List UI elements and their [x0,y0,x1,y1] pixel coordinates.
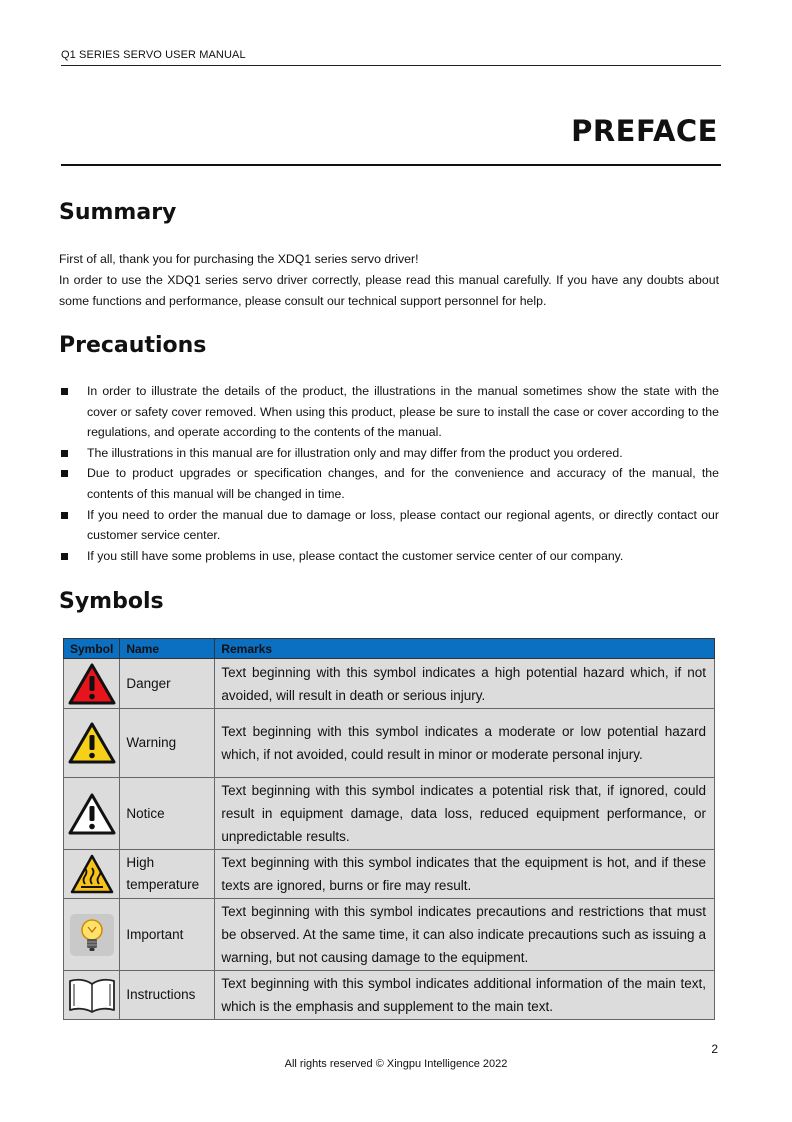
copyright-footer: All rights reserved © Xingpu Intelligence 2022 [284,1058,508,1070]
bullet-icon [61,388,68,395]
symbol-name: Notice [120,778,215,850]
column-header-remarks: Remarks [215,639,715,659]
column-header-symbol: Symbol [64,639,120,659]
symbol-cell [64,659,120,709]
page-title: PREFACE [571,114,718,148]
table-row [64,778,715,850]
symbol-name: Warning [120,709,215,778]
symbols-heading: Symbols [59,589,164,614]
table-row [64,709,715,778]
symbol-name: Danger [120,659,215,709]
summary-text [59,249,719,312]
symbol-cell [64,850,120,899]
symbol-name: High temperature [120,850,215,899]
table-row [64,850,715,899]
notice-icon [68,793,116,835]
summary-line-2: In order to use the XDQ1 series servo driver correctly, please read this manual carefully. If you have any doubts about some functions and performance, please consult our technical support personnel for help. [59,273,719,308]
table-row [64,971,715,1020]
symbol-cell [64,971,120,1020]
table-row [64,659,715,709]
summary-line-1: First of all, thank you for purchasing the XDQ1 series servo driver! [59,252,419,266]
table-row [64,899,715,971]
symbol-cell [64,899,120,971]
list-item: If you still have some problems in use, please contact the customer service center of our company. [59,546,719,567]
symbol-remark: Text beginning with this symbol indicates additional information of the main text, which is the emphasis and supplement to the main text. [215,971,715,1020]
running-header: Q1 SERIES SERVO USER MANUAL [61,49,246,61]
title-divider [61,164,721,166]
lightbulb-icon [69,913,115,957]
high-temperature-icon [70,854,114,894]
symbol-remark: Text beginning with this symbol indicates a moderate or low potential hazard which, if not avoided, could result in minor or moderate personal injury. [215,709,715,778]
symbol-remark: Text beginning with this symbol indicates that the equipment is hot, and if these texts are ignored, burns or fire may result. [215,850,715,899]
summary-heading: Summary [59,200,177,225]
bullet-icon [61,512,68,519]
bullet-icon [61,450,68,457]
list-item: The illustrations in this manual are for illustration only and may differ from the product you ordered. [59,443,719,464]
precautions-list [59,381,719,566]
symbol-remark: Text beginning with this symbol indicates a potential risk that, if ignored, could result in equipment damage, data loss, reduced equipment performance, or unpredictable results. [215,778,715,850]
header-divider [61,65,721,66]
page-number: 2 [711,1042,718,1056]
table-header-row [64,639,715,659]
list-item: If you need to order the manual due to damage or loss, please contact our regional agents, or directly contact our customer service center. [59,505,719,546]
bullet-icon [61,470,68,477]
symbol-name: Important [120,899,215,971]
symbol-remark: Text beginning with this symbol indicates a high potential hazard which, if not avoided, will result in death or serious injury. [215,659,715,709]
symbol-cell [64,778,120,850]
open-book-icon [67,976,117,1014]
list-item: In order to illustrate the details of the product, the illustrations in the manual sometimes show the state with the cover or safety cover removed. When using this product, please be sure to install the case or cover according to the regulations, and operate according to the contents of the manual. [59,381,719,443]
danger-icon [68,663,116,705]
symbols-table [63,638,715,1020]
symbol-name: Instructions [120,971,215,1020]
warning-icon [68,722,116,764]
bullet-icon [61,553,68,560]
list-item: Due to product upgrades or specification changes, and for the convenience and accuracy of the manual, the contents of this manual will be changed in time. [59,463,719,504]
precautions-heading: Precautions [59,333,207,358]
column-header-name: Name [120,639,215,659]
symbol-cell [64,709,120,778]
symbol-remark: Text beginning with this symbol indicates precautions and restrictions that must be observed. At the same time, it can also indicate precautions such as issuing a warning, but not causing damage to the equipment. [215,899,715,971]
